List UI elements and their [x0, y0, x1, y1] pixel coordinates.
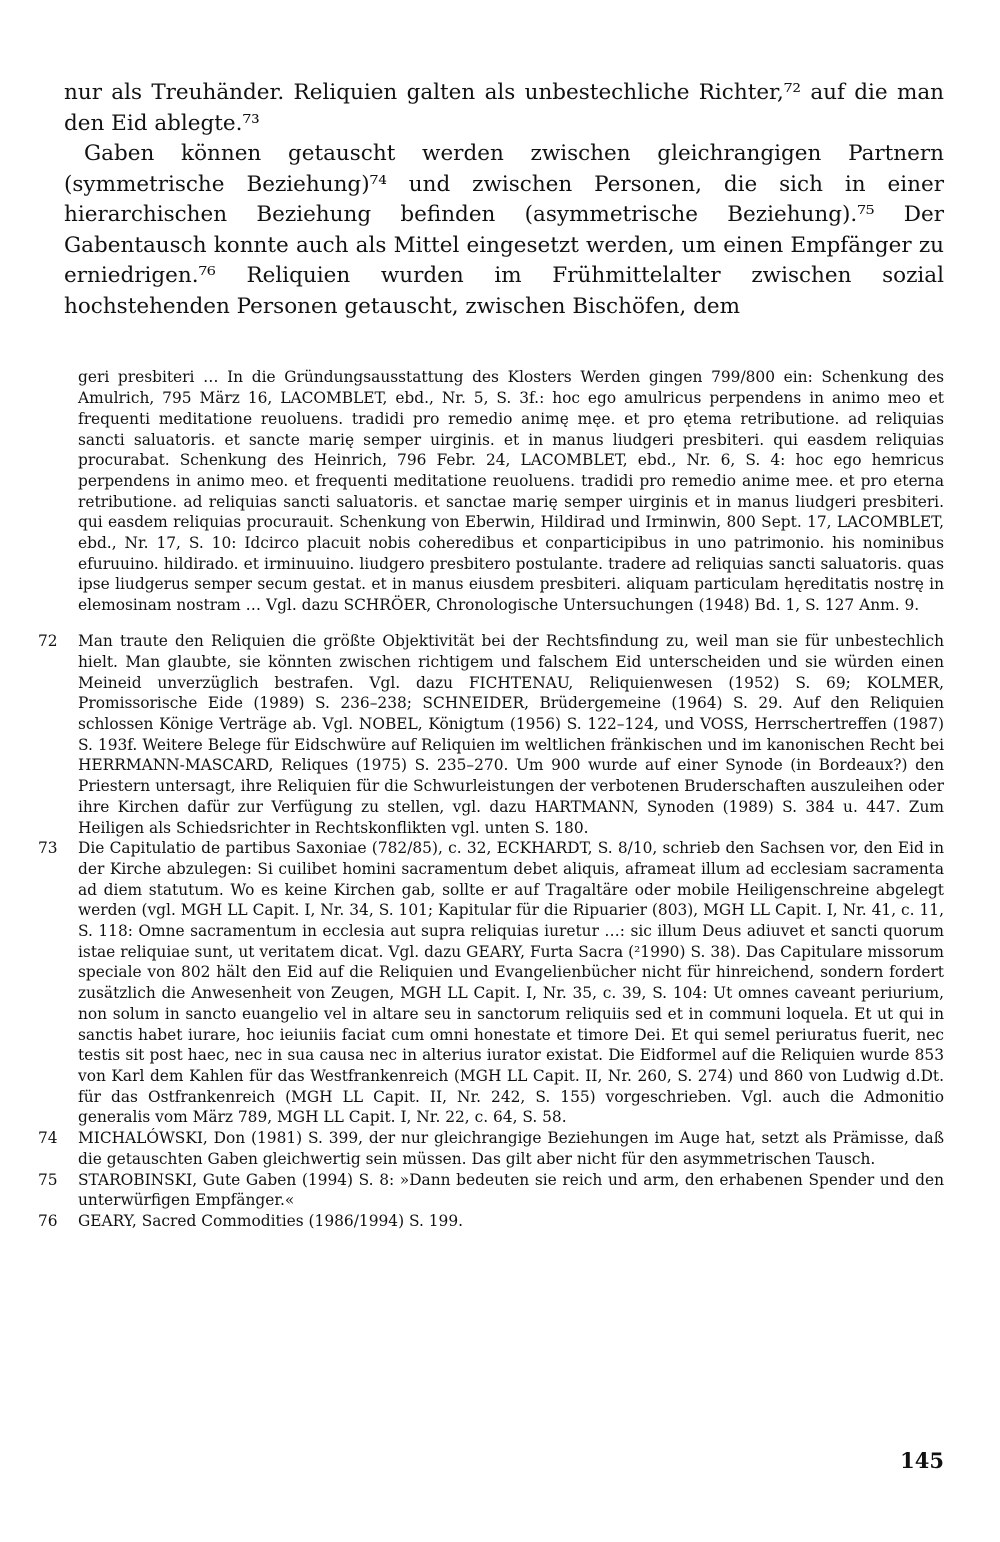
footnote-text: Die Capitulatio de partibus Saxoniae (782/85), c. 32, ECKHARDT, S. 8/10, schrieb den Sachsen vor, den Eid in der Kirche abzulegen: Si cuilibet homini sacramentum debet aliquis, aframeat illum ad ecclesiam sacramenta ad diem statutum. Wo es keine Kirchen gab, sollte er auf Tragaltäre oder mobile Heiligenschreine abgelegt werden (vgl. MGH LL Capit. I, Nr. 34, S. 101; Kapitular für die Ripuarier (803), MGH LL Capit. I, Nr. 41, c. 11, S. 118: Omne sacramentum in ecclesia aut supra reliquias iuretur …: sic illum Deus adiuvet et sancti quorum istae reliquiae sunt, ut veritatem dicat. Vgl. dazu GEARY, Furta Sacra (²1990) S. 38). Das Capitulare missorum speciale von 802 hält den Eid auf die Reliquien und Evangelienbücher nicht für hinreichend, sondern fordert zusätzlich die Anwesenheit von Zeugen, MGH LL Capit. I, Nr. 35, c. 39, S. 104: Ut omnes caveant periurium, non solum in sancto euangelio vel in altare seu in sanctorum reliquiis sed et in communi loquela. Et ut qui in sanctis habet iurare, hoc ieiuniis faciat cum omni honestate et timore Dei. Et qui semel periuratus fuerit, nec testis sit post haec, nec in sua causa nec in alterius iurator existat. Die Eidformel auf die Reliquien wurde 853 von Karl dem Kahlen für das Westfrankenreich (MGH LL Capit. II, Nr. 260, S. 274) und 860 von Ludwig d.Dt. für das Ostfrankenreich (MGH LL Capit. II, Nr. 242, S. 155) vorgeschrieben. Vgl. auch die Admonitio generalis vom März 789, MGH LL Capit. I, Nr. 22, c. 64, S. 58. — [78, 839, 944, 1127]
footnote-number: 76 — [38, 1211, 58, 1230]
footnote-number: 72 — [38, 632, 58, 651]
footnote-text: STAROBINSKI, Gute Gaben (1994) S. 8: »Dann bedeuten sie reich und arm, den erhabenen Spender und den unterwürfigen Empfänger.« — [78, 1170, 944, 1210]
footnote-number: 75 — [38, 1170, 58, 1189]
main-text — [64, 78, 944, 322]
footnote-text: Man traute den Reliquien die größte Objektivität bei der Rechtsfindung zu, weil man sie für unbestechlich hielt. Man glaubte, sie könnten zwischen richtigem und falschem Eid unterscheiden und sie würden einen Meineid unverzüglich bestrafen. Vgl. dazu FICHTENAU, Reliquienwesen (1952) S. 69; KOLMER, Promissorische Eide (1989) S. 236–238; SCHNEIDER, Brüdergemeine (1964) S. 29. Auf den Reliquien schlossen Könige Verträge ab. Vgl. NOBEL, Königtum (1956) S. 122–124, und VOSS, Herrschertreffen (1987) S. 193f. Weitere Belege für Eidschwüre auf Reliquien im weltlichen fränkischen und im kanonischen Recht bei HERRMANN-MASCARD, Reliques (1975) S. 235–270. Um 900 wurde auf einer Synode (in Bordeaux?) den Priestern untersagt, ihre Reliquien für die Schwurleistungen der verbotenen Bruderschaften auszuleihen oder ihre Kirchen dafür zur Verfügung zu stellen, vgl. dazu HARTMANN, Synoden (1989) S. 384 u. 447. Zum Heiligen als Schiedsrichter in Rechtskonflikten vgl. unten S. 180. — [78, 632, 944, 837]
footnotes-section — [38, 352, 944, 1232]
footnote-76 — [38, 1211, 944, 1232]
footnote-number: 73 — [38, 839, 58, 858]
main-paragraph-2: Gaben können getauscht werden zwischen gleichrangigen Partnern (symmetrische Beziehung)⁷⁴ und zwischen Personen, die sich in einer hierarchischen Beziehung befinden (asymmetrische Beziehung).⁷⁵ Der Gabentausch konnte auch als Mittel eingesetzt werden, um einen Empfänger zu erniedrigen.⁷⁶ Reliquien wurden im Frühmittelalter zwischen sozial hochstehenden Personen getauscht, zwischen Bischöfen, dem — [64, 141, 944, 319]
main-paragraph-1: nur als Treuhänder. Reliquien galten als unbestechliche Richter,⁷² auf die man den Eid ablegte.⁷³ — [64, 80, 944, 136]
footnote-72 — [38, 631, 944, 838]
footnote-text: GEARY, Sacred Commodities (1986/1994) S. 199. — [78, 1211, 464, 1230]
footnote-text: MICHALÓWSKI, Don (1981) S. 399, der nur gleichrangige Beziehungen im Auge hat, setzt als Prämisse, daß die getauschten Gaben gleichwertig sein müssen. Das gilt aber nicht für den asymmetrischen Tausch. — [78, 1129, 944, 1168]
footnote-continuation: geri presbiteri … In die Gründungsausstattung des Klosters Werden gingen 799/800 ein: Schenkung des Amulrich, 795 März 16, LACOMBLET, ebd., Nr. 5, S. 3f.: hoc ego amulricus perpendens in animo meo et frequenti meditatione reuoluens. tradidi pro remedio animę męe. et pro ętema retributione. ad reliquias sancti saluatoris. et sancte marię semper uirginis. et in manus liudgeri presbiteri. qui easdem reliquias procurabat. Schenkung des Heinrich, 796 Febr. 24, LACOMBLET, ebd., Nr. 6, S. 4: hoc ego hemricus perpendens in animo meo. et frequenti meditatione reuoluens. tradidi pro remedio anime mee. et pro eterna retributione. ad reliquias sancti saluatoris. et sanctae marię semper uirginis et in manus liudgeri presbiteri. qui easdem reliquias procurauit. Schenkung von Eberwin, Hildirad und Irminwin, 800 Sept. 17, LACOMBLET, ebd., Nr. 17, S. 10: Idcirco placuit nobis coheredibus et conparticipibus in uno patrimonio. his nominibus efuruuino. hildirado. et irminuuino. liudgero presbitero postulante. tradere ad reliquias sancti saluatoris. quas ipse liudgerus semper secum gestat. et in manus eiusdem presbiteri. aliquam particulam hęreditatis nostrę in elemosinam nostram … Vgl. dazu SCHRÖER, Chronologische Untersuchungen (1948) Bd. 1, S. 127 Anm. 9. — [78, 368, 944, 615]
footnote-75 — [38, 1170, 944, 1211]
footnote-number: 74 — [38, 1129, 58, 1148]
footnote-73 — [38, 838, 944, 1128]
footnote-74 — [38, 1128, 944, 1169]
page-number: 145 — [900, 1448, 944, 1473]
